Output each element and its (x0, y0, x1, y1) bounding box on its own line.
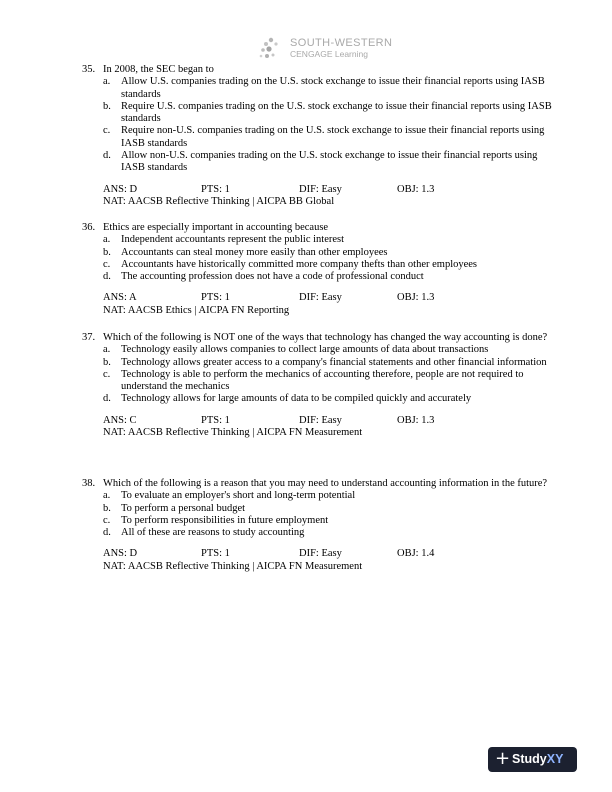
publisher-logo (258, 36, 408, 62)
answer-row (103, 184, 552, 196)
badge-label (512, 752, 563, 766)
points: PTS: 1 (201, 292, 230, 304)
option-b (103, 247, 552, 259)
answer-key: ANS: D (103, 548, 138, 560)
difficulty: DIF: Easy (299, 183, 342, 195)
answer-key: ANS: C (103, 414, 137, 426)
option-text: Technology easily allows companies to collect large amounts of data about transactions (121, 344, 489, 356)
option-text: Require U.S. companies trading on the U.S. stock exchange to issue their financial reports using IASB standards (121, 100, 552, 125)
option-d (103, 527, 552, 539)
objective: OBJ: 1.4 (397, 548, 435, 560)
option-letter: c. (103, 514, 111, 526)
question-37 (82, 332, 552, 439)
option-letter: a. (103, 490, 111, 502)
option-c (103, 515, 552, 527)
question-number: 38. (82, 478, 96, 489)
question-36 (82, 222, 552, 317)
option-text: Accountants have historically committed more company thefts than other employees (121, 258, 478, 270)
option-letter: d. (103, 150, 111, 162)
option-a (103, 234, 552, 246)
option-b (103, 503, 552, 515)
nat-standards: NAT: AACSB Reflective Thinking | AICPA FN Measurement (103, 560, 363, 572)
badge-label-main: Study (512, 752, 547, 766)
option-text: Allow U.S. companies trading on the U.S. stock exchange to issue their financial reports using IASB standards (121, 76, 545, 100)
option-letter: a. (103, 344, 111, 356)
cengage-dots-icon (258, 36, 284, 62)
nat-standards: NAT: AACSB Reflective Thinking | AICPA FN Measurement (103, 427, 363, 439)
question-number: 37. (82, 332, 96, 343)
difficulty: DIF: Easy (299, 292, 342, 304)
question-number: 35. (82, 64, 96, 75)
question-text: Which of the following is a reason that you may need to understand accounting information in the future? (103, 478, 548, 489)
answer-metadata (103, 184, 552, 209)
option-c (103, 259, 552, 271)
question-38 (82, 478, 552, 573)
answer-options (103, 234, 552, 283)
points: PTS: 1 (201, 414, 230, 426)
answer-options (103, 344, 552, 405)
answer-options (103, 490, 552, 539)
option-letter: d. (103, 271, 111, 283)
option-letter: d. (103, 527, 111, 539)
option-letter: b. (103, 246, 111, 258)
question-stem (82, 64, 552, 76)
answer-metadata (103, 292, 552, 317)
badge-label-accent: XY (546, 752, 564, 766)
option-a (103, 344, 552, 356)
option-text: Accountants can steal money more easily than other employees (121, 246, 388, 258)
question-stem (82, 332, 552, 344)
objective: OBJ: 1.3 (397, 414, 435, 426)
objective: OBJ: 1.3 (397, 292, 435, 304)
option-letter: a. (103, 234, 111, 246)
option-letter: b. (103, 100, 111, 112)
option-text: All of these are reasons to study accounting (121, 527, 305, 539)
option-letter: c. (103, 258, 111, 270)
answer-key: ANS: D (103, 183, 138, 195)
option-d (103, 393, 552, 405)
logo-subtitle: CENGAGE Learning (290, 49, 368, 59)
logo-title: SOUTH-WESTERN (290, 37, 393, 49)
question-text: Ethics are especially important in accounting because (103, 222, 329, 233)
answer-row (103, 292, 552, 304)
studyxy-badge[interactable] (488, 747, 577, 772)
difficulty: DIF: Easy (299, 548, 342, 560)
answer-key: ANS: A (103, 292, 137, 304)
nat-standards: NAT: AACSB Reflective Thinking | AICPA BB Global (103, 195, 335, 207)
objective: OBJ: 1.3 (397, 183, 435, 195)
option-text: Independent accountants represent the public interest (121, 234, 345, 246)
option-text: Require non-U.S. companies trading on the U.S. stock exchange to issue their financial reports using IASB standards (121, 125, 545, 149)
option-text: To evaluate an employer's short and long-term potential (121, 490, 356, 502)
option-letter: b. (103, 502, 111, 514)
option-letter: b. (103, 356, 111, 368)
question-stem (82, 478, 552, 490)
option-letter: c. (103, 368, 111, 380)
option-text: Technology allows greater access to a company's financial statements and other financial information (121, 356, 547, 368)
difficulty: DIF: Easy (299, 414, 342, 426)
option-a (103, 490, 552, 502)
option-b (103, 101, 552, 126)
answer-metadata (103, 548, 552, 573)
option-text: Technology allows for large amounts of data to be compiled quickly and accurately (121, 393, 472, 405)
option-d (103, 271, 552, 283)
answer-row (103, 415, 552, 427)
option-letter: c. (103, 125, 111, 137)
option-text: Technology is able to perform the mechanics of accounting therefore, people are not required to understand the mechanics (121, 368, 524, 393)
points: PTS: 1 (201, 548, 230, 560)
option-letter: a. (103, 76, 111, 88)
points: PTS: 1 (201, 183, 230, 195)
question-text: In 2008, the SEC began to (103, 64, 214, 75)
plus-icon: + (495, 748, 511, 769)
nat-standards: NAT: AACSB Ethics | AICPA FN Reporting (103, 304, 290, 316)
question-stem (82, 222, 552, 234)
option-c (103, 369, 552, 394)
question-35 (82, 64, 552, 208)
option-c (103, 125, 552, 150)
question-text: Which of the following is NOT one of the ways that technology has changed the way accounting is done? (103, 332, 548, 343)
answer-options (103, 76, 552, 174)
option-b (103, 357, 552, 369)
option-text: To perform responsibilities in future employment (121, 514, 329, 526)
answer-row (103, 548, 552, 560)
option-text: The accounting profession does not have a code of professional conduct (121, 271, 424, 283)
question-number: 36. (82, 222, 96, 233)
option-letter: d. (103, 393, 111, 405)
answer-metadata (103, 415, 552, 440)
option-d (103, 150, 552, 175)
option-a (103, 76, 552, 101)
option-text: Allow non-U.S. companies trading on the U.S. stock exchange to issue their financial reports using IASB standards (121, 150, 538, 174)
option-text: To perform a personal budget (121, 502, 246, 514)
